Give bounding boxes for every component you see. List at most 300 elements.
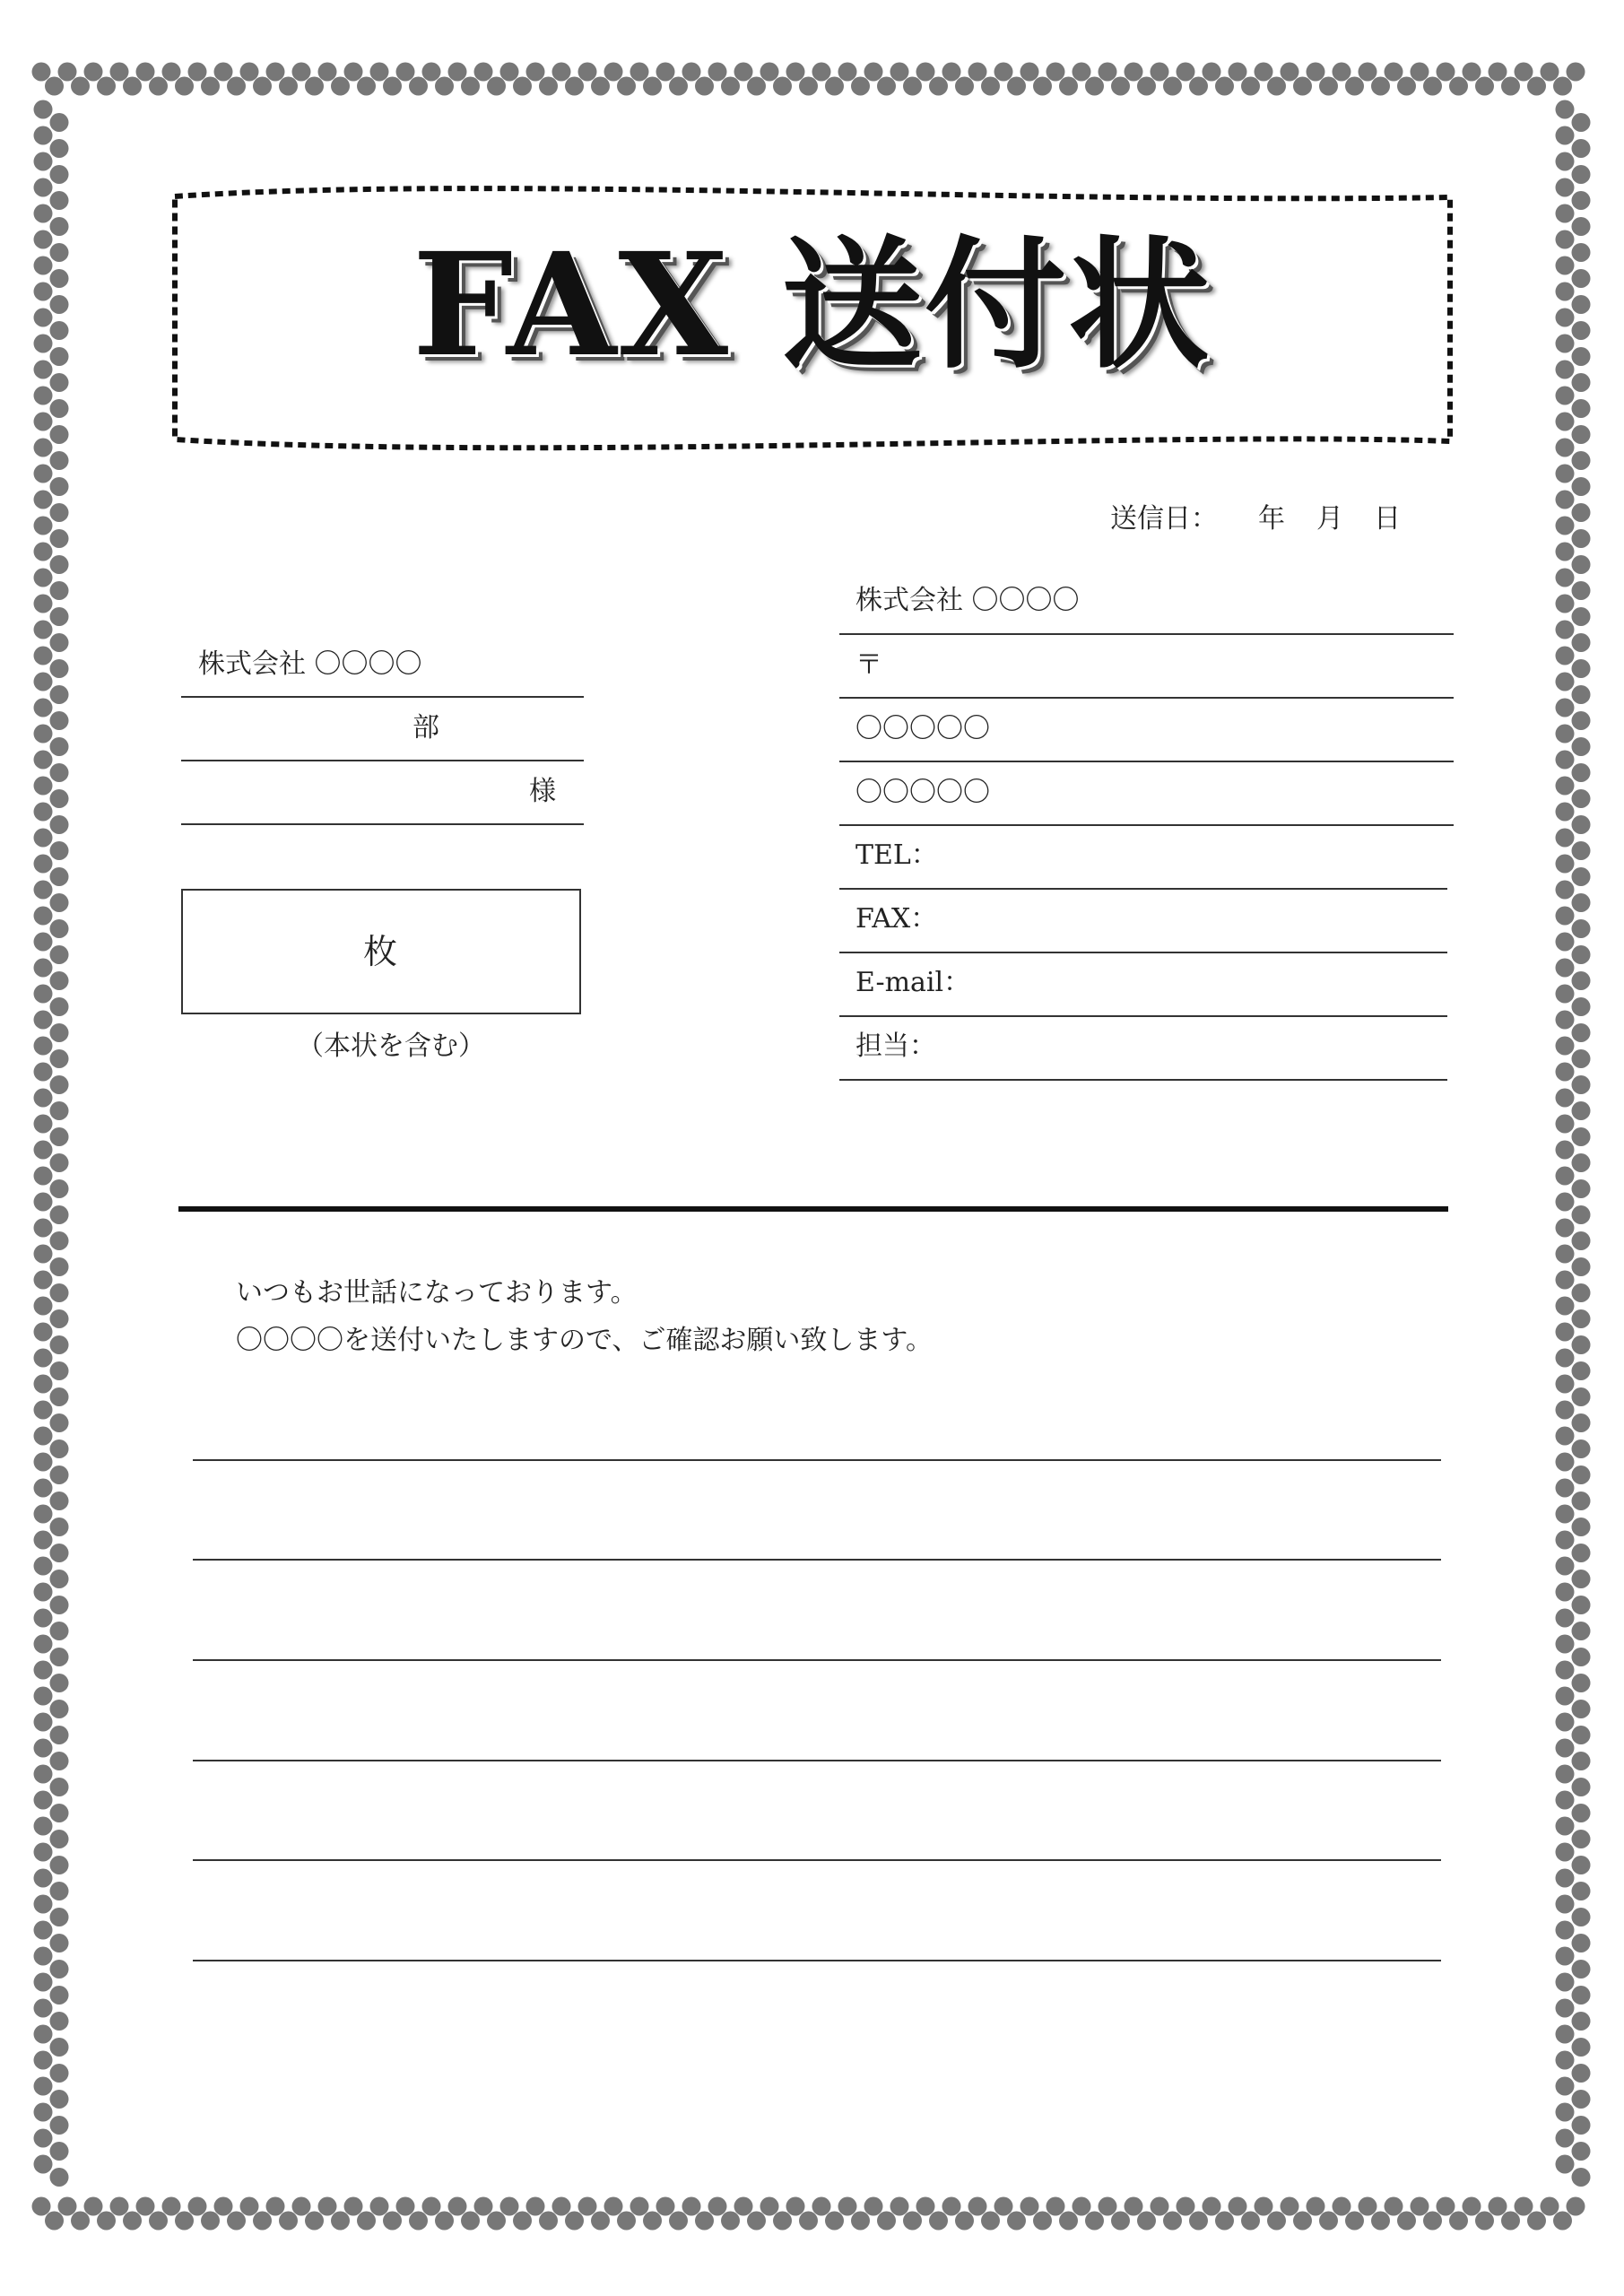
- border-dot: [1572, 893, 1591, 912]
- border-dot: [1572, 1075, 1591, 1094]
- border-dot: [34, 2025, 53, 2044]
- sender-company: 株式会社 〇〇〇〇: [855, 585, 1080, 616]
- border-dot: [1572, 1882, 1591, 1900]
- border-dot: [643, 2212, 662, 2231]
- recipient-honorific: 様: [529, 776, 556, 807]
- border-dot: [1572, 1934, 1591, 1952]
- border-dot: [97, 2212, 116, 2231]
- border-dot: [1572, 1257, 1591, 1276]
- border-dot: [253, 77, 272, 96]
- border-dot: [1411, 63, 1429, 82]
- border-dot: [383, 77, 402, 96]
- border-dot: [565, 77, 584, 96]
- border-dot: [799, 2212, 818, 2231]
- border-dot: [34, 178, 53, 197]
- border-dot: [34, 1401, 53, 1420]
- border-dot: [1556, 907, 1575, 926]
- border-dot: [50, 1283, 69, 1302]
- border-dot: [50, 1778, 69, 1796]
- border-dot: [1572, 1570, 1591, 1588]
- sender-divider: [839, 1079, 1447, 1081]
- page-count-note: （本状を含む）: [297, 1031, 485, 1062]
- border-dot: [34, 491, 53, 509]
- border-dot: [50, 2090, 69, 2109]
- border-dot: [34, 959, 53, 978]
- border-dot: [903, 2212, 922, 2231]
- border-dot: [1572, 2142, 1591, 2161]
- border-dot: [1151, 2197, 1169, 2216]
- border-dot: [487, 77, 506, 96]
- border-dot: [1423, 2212, 1442, 2231]
- border-dot: [50, 893, 69, 912]
- border-dot: [1572, 529, 1591, 548]
- border-dot: [84, 63, 103, 82]
- border-dot: [760, 63, 779, 82]
- border-dot: [34, 413, 53, 431]
- border-dot: [318, 63, 337, 82]
- border-dot: [708, 2197, 727, 2216]
- border-dot: [34, 1531, 53, 1550]
- border-dot: [1556, 881, 1575, 900]
- border-dot: [214, 63, 233, 82]
- border-dot: [1572, 2090, 1591, 2109]
- border-dot: [50, 1544, 69, 1562]
- border-dot: [591, 77, 610, 96]
- border-dot: [1385, 63, 1403, 82]
- border-dot: [34, 647, 53, 665]
- border-dot: [604, 2197, 623, 2216]
- border-dot: [149, 77, 168, 96]
- border-dot: [1215, 77, 1234, 96]
- border-dot: [1556, 439, 1575, 457]
- border-dot: [344, 63, 363, 82]
- writing-line: [193, 1859, 1441, 1861]
- border-dot: [513, 77, 532, 96]
- border-dot: [58, 63, 77, 82]
- border-dot: [357, 2212, 376, 2231]
- border-dot: [50, 1570, 69, 1588]
- border-dot: [50, 581, 69, 600]
- border-dot: [1572, 1700, 1591, 1718]
- border-dot: [201, 77, 220, 96]
- border-dot: [474, 2197, 493, 2216]
- border-dot: [851, 77, 870, 96]
- border-dot: [1572, 971, 1591, 990]
- border-dot: [1572, 867, 1591, 886]
- border-dot: [110, 63, 129, 82]
- border-dot: [71, 2212, 90, 2231]
- border-dot: [1572, 1309, 1591, 1328]
- border-dot: [1059, 77, 1078, 96]
- border-dot: [825, 2212, 844, 2231]
- border-dot: [1556, 1115, 1575, 1134]
- border-dot: [1073, 2197, 1091, 2216]
- border-dot: [1556, 1011, 1575, 1030]
- border-dot: [50, 1439, 69, 1458]
- border-dot: [34, 829, 53, 848]
- border-dot: [50, 1882, 69, 1900]
- border-dot: [34, 673, 53, 691]
- message-line-1: いつもお世話になっております。: [236, 1277, 638, 1309]
- border-dot: [34, 100, 53, 119]
- border-dot: [50, 815, 69, 834]
- border-dot: [34, 2051, 53, 2070]
- border-dot: [34, 204, 53, 223]
- border-dot: [591, 2212, 610, 2231]
- border-dot: [1125, 63, 1143, 82]
- border-dot: [34, 777, 53, 796]
- border-dot: [1556, 1765, 1575, 1784]
- sender-divider: [839, 761, 1454, 762]
- border-dot: [1572, 711, 1591, 730]
- border-dot: [50, 139, 69, 158]
- border-dot: [1572, 2038, 1591, 2057]
- border-dot: [1572, 1674, 1591, 1692]
- border-dot: [1556, 1609, 1575, 1628]
- border-dot: [1556, 1739, 1575, 1758]
- border-dot: [721, 77, 740, 96]
- border-dot: [747, 2212, 766, 2231]
- border-dot: [50, 2012, 69, 2031]
- send-date-day: 日: [1374, 503, 1401, 535]
- border-dot: [1556, 699, 1575, 718]
- sender-contact: 担当：: [855, 1031, 936, 1062]
- border-dot: [552, 2197, 571, 2216]
- border-dot: [1572, 1726, 1591, 1744]
- border-dot: [916, 63, 935, 82]
- border-dot: [162, 2197, 181, 2216]
- border-dot: [149, 2212, 168, 2231]
- border-dot: [1572, 1127, 1591, 1146]
- border-dot: [448, 63, 467, 82]
- border-dot: [1541, 2197, 1559, 2216]
- border-dot: [50, 2142, 69, 2161]
- border-dot: [1556, 517, 1575, 535]
- border-dot: [1255, 2197, 1273, 2216]
- border-dot: [1163, 2212, 1182, 2231]
- border-dot: [1556, 413, 1575, 431]
- border-dot: [1085, 2212, 1104, 2231]
- border-dot: [1241, 2212, 1260, 2231]
- border-dot: [34, 1063, 53, 1082]
- border-dot: [1556, 1843, 1575, 1862]
- border-dot: [71, 77, 90, 96]
- border-dot: [45, 77, 64, 96]
- border-dot: [1359, 63, 1377, 82]
- border-dot: [1556, 1427, 1575, 1446]
- border-dot: [34, 152, 53, 171]
- border-dot: [1572, 633, 1591, 652]
- border-dot: [1556, 1089, 1575, 1108]
- border-dot: [34, 1297, 53, 1316]
- border-dot: [1475, 2212, 1494, 2231]
- border-dot: [34, 2103, 53, 2122]
- border-dot: [34, 1999, 53, 2018]
- border-dot: [1073, 63, 1091, 82]
- border-dot: [1572, 1544, 1591, 1562]
- border-dot: [1556, 2051, 1575, 2070]
- recipient-divider: [181, 760, 584, 761]
- border-dot: [1556, 1453, 1575, 1472]
- border-dot: [34, 985, 53, 1004]
- border-dot: [1572, 1986, 1591, 2005]
- border-dot: [1345, 2212, 1364, 2231]
- border-dot: [50, 659, 69, 678]
- border-dot: [1527, 77, 1546, 96]
- border-dot: [1203, 2197, 1221, 2216]
- border-dot: [50, 711, 69, 730]
- border-dot: [1556, 2155, 1575, 2174]
- border-dot: [617, 2212, 636, 2231]
- border-dot: [578, 2197, 597, 2216]
- border-dot: [34, 2155, 53, 2174]
- border-dot: [851, 2212, 870, 2231]
- border-dot: [968, 63, 987, 82]
- sender-address-2: 〇〇〇〇〇: [855, 777, 990, 808]
- border-dot: [50, 997, 69, 1016]
- border-dot: [1281, 63, 1299, 82]
- sender-divider: [839, 633, 1454, 635]
- border-dot: [864, 63, 883, 82]
- border-dot: [1556, 1973, 1575, 1992]
- border-dot: [1556, 1375, 1575, 1394]
- send-date-month: 月: [1316, 503, 1343, 535]
- border-dot: [604, 63, 623, 82]
- border-dot: [864, 2197, 883, 2216]
- border-dot: [1020, 63, 1039, 82]
- border-dot: [34, 699, 53, 718]
- border-dot: [1572, 815, 1591, 834]
- border-dot: [34, 1843, 53, 1862]
- recipient-department: 部: [413, 712, 439, 744]
- border-dot: [1501, 2212, 1520, 2231]
- border-dot: [890, 63, 909, 82]
- border-dot: [1567, 2197, 1585, 2216]
- border-dot: [734, 63, 753, 82]
- border-dot: [1463, 2197, 1481, 2216]
- border-dot: [50, 1752, 69, 1770]
- border-dot: [34, 855, 53, 874]
- border-dot: [1572, 581, 1591, 600]
- border-dot: [1572, 1908, 1591, 1926]
- border-dot: [50, 1622, 69, 1640]
- border-dot: [370, 63, 389, 82]
- sender-address-1: 〇〇〇〇〇: [855, 713, 990, 744]
- recipient-divider: [181, 823, 584, 825]
- border-dot: [877, 77, 896, 96]
- border-dot: [1229, 2197, 1247, 2216]
- border-dot: [1556, 1661, 1575, 1680]
- border-dot: [669, 2212, 688, 2231]
- border-dot: [981, 77, 1000, 96]
- border-dot: [227, 77, 246, 96]
- border-dot: [1556, 178, 1575, 197]
- border-dot: [1397, 77, 1416, 96]
- border-dot: [123, 2212, 142, 2231]
- border-dot: [34, 1661, 53, 1680]
- border-dot: [1125, 2197, 1143, 2216]
- border-dot: [1255, 63, 1273, 82]
- border-dot: [1572, 555, 1591, 574]
- border-dot: [50, 945, 69, 964]
- border-dot: [32, 63, 51, 82]
- border-dot: [1556, 100, 1575, 119]
- border-dot: [50, 1856, 69, 1874]
- border-dot: [1572, 1778, 1591, 1796]
- border-dot: [1371, 77, 1390, 96]
- border-dot: [1556, 2025, 1575, 2044]
- border-dot: [1345, 77, 1364, 96]
- border-dot: [929, 77, 948, 96]
- border-dot: [1572, 1283, 1591, 1302]
- border-dot: [1137, 2212, 1156, 2231]
- border-dot: [1307, 63, 1325, 82]
- border-dot: [34, 387, 53, 405]
- border-dot: [50, 1127, 69, 1146]
- border-dot: [34, 1245, 53, 1264]
- border-dot: [50, 191, 69, 210]
- border-dot: [266, 2197, 285, 2216]
- border-dot: [1572, 1856, 1591, 1874]
- border-dot: [1281, 2197, 1299, 2216]
- border-dot: [1556, 1245, 1575, 1264]
- border-dot: [1572, 1830, 1591, 1848]
- border-dot: [448, 2197, 467, 2216]
- border-dot: [34, 1011, 53, 1030]
- border-dot: [1463, 63, 1481, 82]
- border-dot: [786, 2197, 805, 2216]
- border-dot: [1572, 1049, 1591, 1068]
- border-dot: [1556, 1583, 1575, 1602]
- recipient-company: 株式会社 〇〇〇〇: [198, 648, 422, 680]
- border-dot: [50, 217, 69, 236]
- border-dot: [1572, 1361, 1591, 1380]
- border-dot: [34, 1583, 53, 1602]
- border-dot: [34, 517, 53, 535]
- border-dot: [34, 1635, 53, 1654]
- border-dot: [1572, 685, 1591, 704]
- border-dot: [1572, 1465, 1591, 1484]
- border-dot: [630, 63, 649, 82]
- border-dot: [1111, 77, 1130, 96]
- border-dot: [50, 1049, 69, 1068]
- border-dot: [1572, 1023, 1591, 1042]
- border-dot: [1151, 63, 1169, 82]
- border-dot: [1572, 763, 1591, 782]
- border-dot: [487, 2212, 506, 2231]
- border-dot: [188, 2197, 207, 2216]
- border-dot: [1556, 1635, 1575, 1654]
- border-dot: [50, 971, 69, 990]
- border-dot: [500, 63, 519, 82]
- border-dot: [1553, 2212, 1572, 2231]
- border-dot: [1572, 659, 1591, 678]
- border-dot: [50, 1830, 69, 1848]
- border-dot: [1556, 2129, 1575, 2148]
- border-dot: [50, 165, 69, 184]
- border-dot: [682, 63, 701, 82]
- border-dot: [513, 2212, 532, 2231]
- border-dot: [34, 1323, 53, 1342]
- border-dot: [1515, 2197, 1533, 2216]
- border-dot: [435, 77, 454, 96]
- border-dot: [1319, 2212, 1338, 2231]
- border-dot: [240, 2197, 259, 2216]
- border-dot: [34, 1557, 53, 1576]
- border-dot: [1007, 77, 1026, 96]
- border-dot: [1572, 1153, 1591, 1172]
- border-dot: [50, 1986, 69, 2005]
- border-dot: [175, 77, 194, 96]
- border-dot: [1572, 607, 1591, 626]
- border-dot: [50, 1960, 69, 1979]
- border-dot: [1203, 63, 1221, 82]
- border-dot: [50, 113, 69, 132]
- border-dot: [695, 77, 714, 96]
- border-dot: [1527, 2212, 1546, 2231]
- border-dot: [50, 919, 69, 938]
- border-dot: [1556, 152, 1575, 171]
- border-dot: [50, 1231, 69, 1250]
- border-dot: [50, 1700, 69, 1718]
- border-dot: [50, 425, 69, 444]
- border-dot: [474, 63, 493, 82]
- border-dot: [942, 63, 961, 82]
- border-dot: [1572, 191, 1591, 210]
- border-dot: [916, 2197, 935, 2216]
- border-dot: [50, 2168, 69, 2187]
- border-dot: [34, 725, 53, 744]
- border-dot: [50, 1726, 69, 1744]
- border-dot: [630, 2197, 649, 2216]
- border-dot: [1556, 1167, 1575, 1186]
- border-dot: [1267, 2212, 1286, 2231]
- sender-divider: [839, 1015, 1447, 1017]
- border-dot: [175, 2212, 194, 2231]
- border-dot: [34, 1037, 53, 1056]
- border-dot: [34, 1739, 53, 1758]
- border-dot: [50, 1804, 69, 1822]
- border-dot: [1177, 63, 1195, 82]
- border-dot: [162, 63, 181, 82]
- border-dot: [1556, 1713, 1575, 1732]
- border-dot: [1556, 126, 1575, 145]
- border-dot: [1501, 77, 1520, 96]
- border-dot: [1449, 77, 1468, 96]
- border-dot: [50, 607, 69, 626]
- border-dot: [1046, 2197, 1065, 2216]
- border-dot: [1489, 63, 1507, 82]
- border-dot: [50, 1674, 69, 1692]
- border-dot: [34, 1895, 53, 1914]
- border-dot: [1556, 1141, 1575, 1160]
- border-dot: [266, 63, 285, 82]
- border-dot: [994, 2197, 1013, 2216]
- writing-line: [193, 1559, 1441, 1561]
- border-dot: [34, 1141, 53, 1160]
- border-dot: [1572, 425, 1591, 444]
- border-dot: [734, 2197, 753, 2216]
- border-dot: [1556, 1349, 1575, 1368]
- border-dot: [1556, 1505, 1575, 1524]
- border-dot: [1437, 2197, 1455, 2216]
- writing-line: [193, 1960, 1441, 1961]
- border-dot: [1572, 1752, 1591, 1770]
- border-dot: [1572, 1179, 1591, 1198]
- sender-divider: [839, 952, 1447, 953]
- border-dot: [50, 2116, 69, 2135]
- sender-email: E-mail：: [855, 967, 971, 998]
